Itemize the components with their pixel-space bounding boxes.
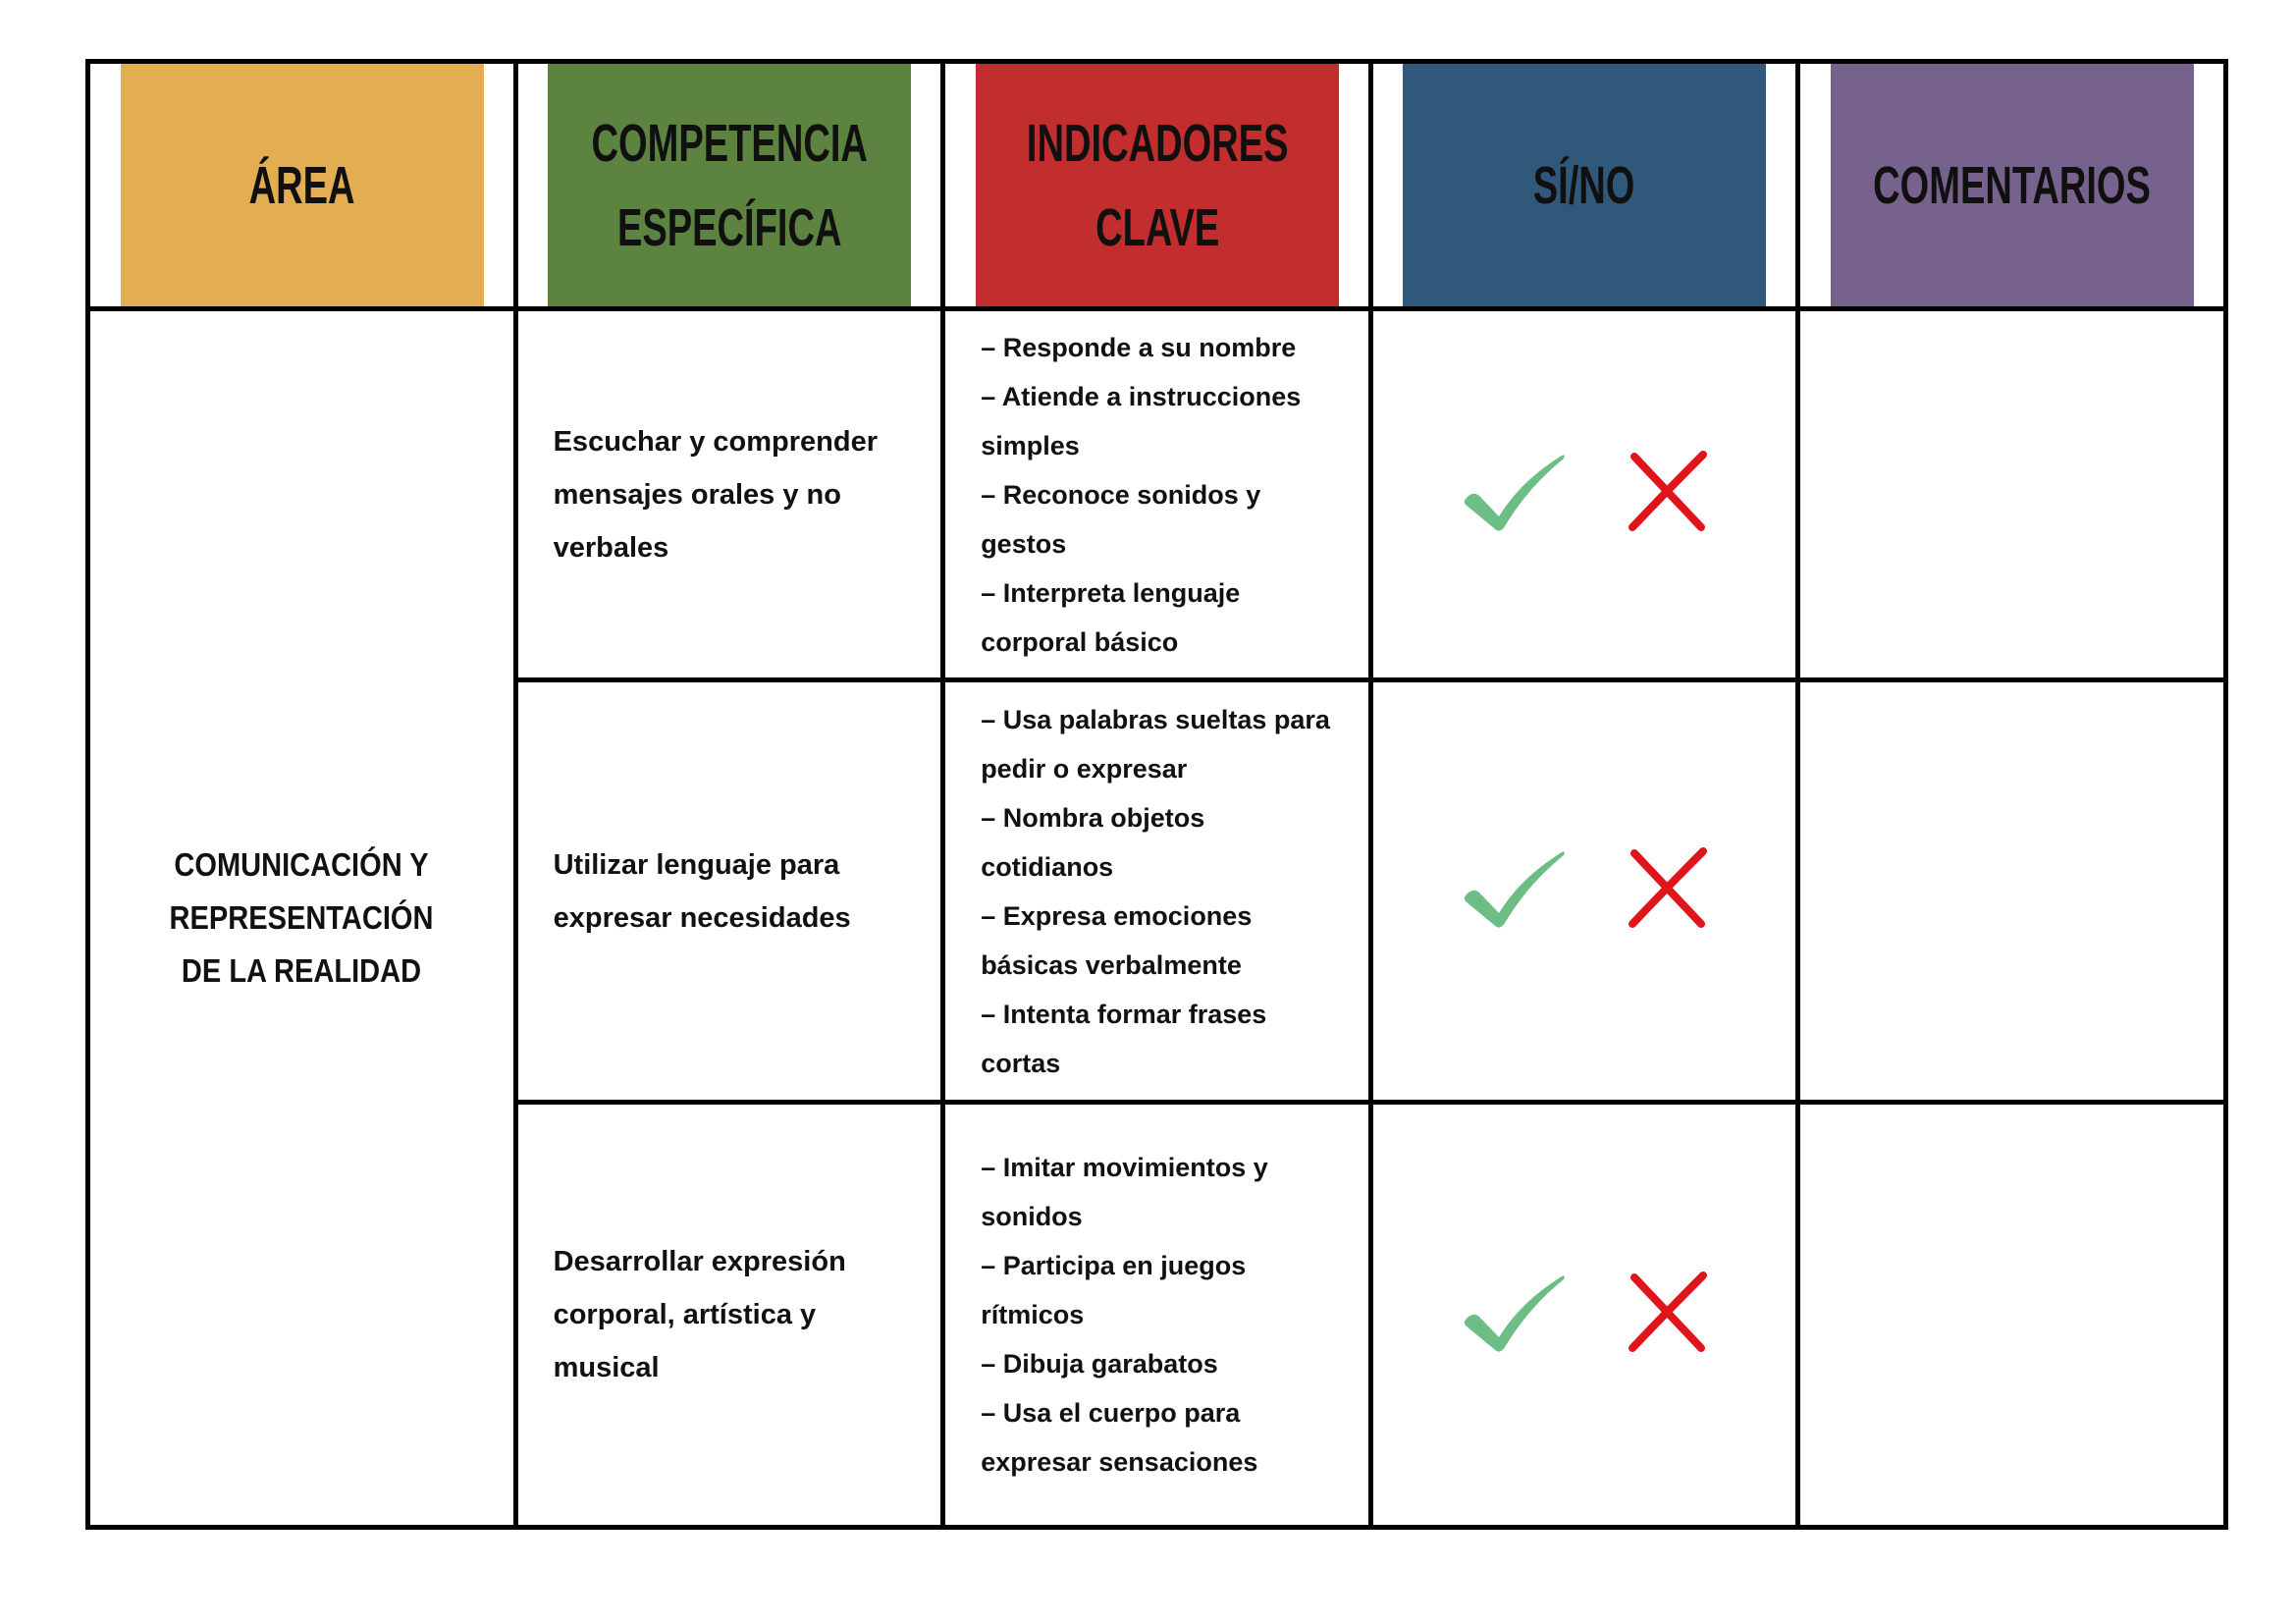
indicadores-cell: [943, 309, 1371, 680]
indicator-item: – Reconoce sonidos y gestos: [981, 479, 1261, 559]
si-no-cell: [1370, 1103, 1798, 1528]
check-icon[interactable]: [1460, 1269, 1570, 1362]
indicadores-cell: [943, 1103, 1371, 1528]
indicator-item: – Imitar movimientos y sonidos: [981, 1153, 1268, 1231]
cross-icon[interactable]: [1627, 451, 1709, 538]
indicator-item: – Nombra objetos cotidianos: [981, 802, 1205, 882]
indicator-item: – Participa en juegos rítmicos: [981, 1251, 1247, 1329]
header-competencia: COMPETENCIA ESPECÍFICA: [546, 62, 914, 309]
competencia-cell: Utilizar lenguaje para expresar necesidades: [515, 680, 943, 1103]
header-comentarios: COMENTARIOS: [1828, 62, 2196, 309]
indicator-item: – Atiende a instrucciones simples: [981, 381, 1302, 460]
indicator-item: – Intenta formar frases cortas: [981, 999, 1267, 1078]
evaluation-table: [85, 59, 2228, 1530]
si-no-cell: [1370, 309, 1798, 680]
header-area: ÁREA: [118, 62, 486, 309]
cross-icon[interactable]: [1627, 847, 1709, 935]
comentarios-cell[interactable]: [1798, 309, 2226, 680]
check-icon[interactable]: [1460, 844, 1570, 938]
header-row: [88, 62, 2226, 309]
area-label: COMUNICACIÓN Y REPRESENTACIÓN DE LA REALIDAD: [169, 846, 434, 989]
area-cell: [88, 309, 516, 1528]
cross-icon[interactable]: [1627, 1272, 1709, 1359]
table-row: [88, 309, 2226, 680]
comentarios-cell[interactable]: [1798, 1103, 2226, 1528]
indicadores-cell: [943, 680, 1371, 1103]
competencia-cell: Desarrollar expresión corporal, artística y musical: [515, 1103, 943, 1528]
indicator-item: – Dibuja garabatos: [981, 1349, 1218, 1379]
check-icon[interactable]: [1460, 448, 1570, 541]
indicator-item: – Usa el cuerpo para expresar sensaciones: [981, 1398, 1258, 1477]
header-indicadores: INDICADORES CLAVE: [973, 62, 1341, 309]
indicator-item: – Responde a su nombre: [981, 332, 1297, 362]
header-si-no: SÍ/NO: [1401, 62, 1769, 309]
indicator-item: – Usa palabras sueltas para pedir o expresar: [981, 704, 1330, 784]
si-no-cell: [1370, 680, 1798, 1103]
indicator-item: – Expresa emociones básicas verbalmente: [981, 900, 1253, 980]
comentarios-cell[interactable]: [1798, 680, 2226, 1103]
indicator-item: – Interpreta lenguaje corporal básico: [981, 577, 1241, 657]
competencia-cell: Escuchar y comprender mensajes orales y no verbales: [515, 309, 943, 680]
